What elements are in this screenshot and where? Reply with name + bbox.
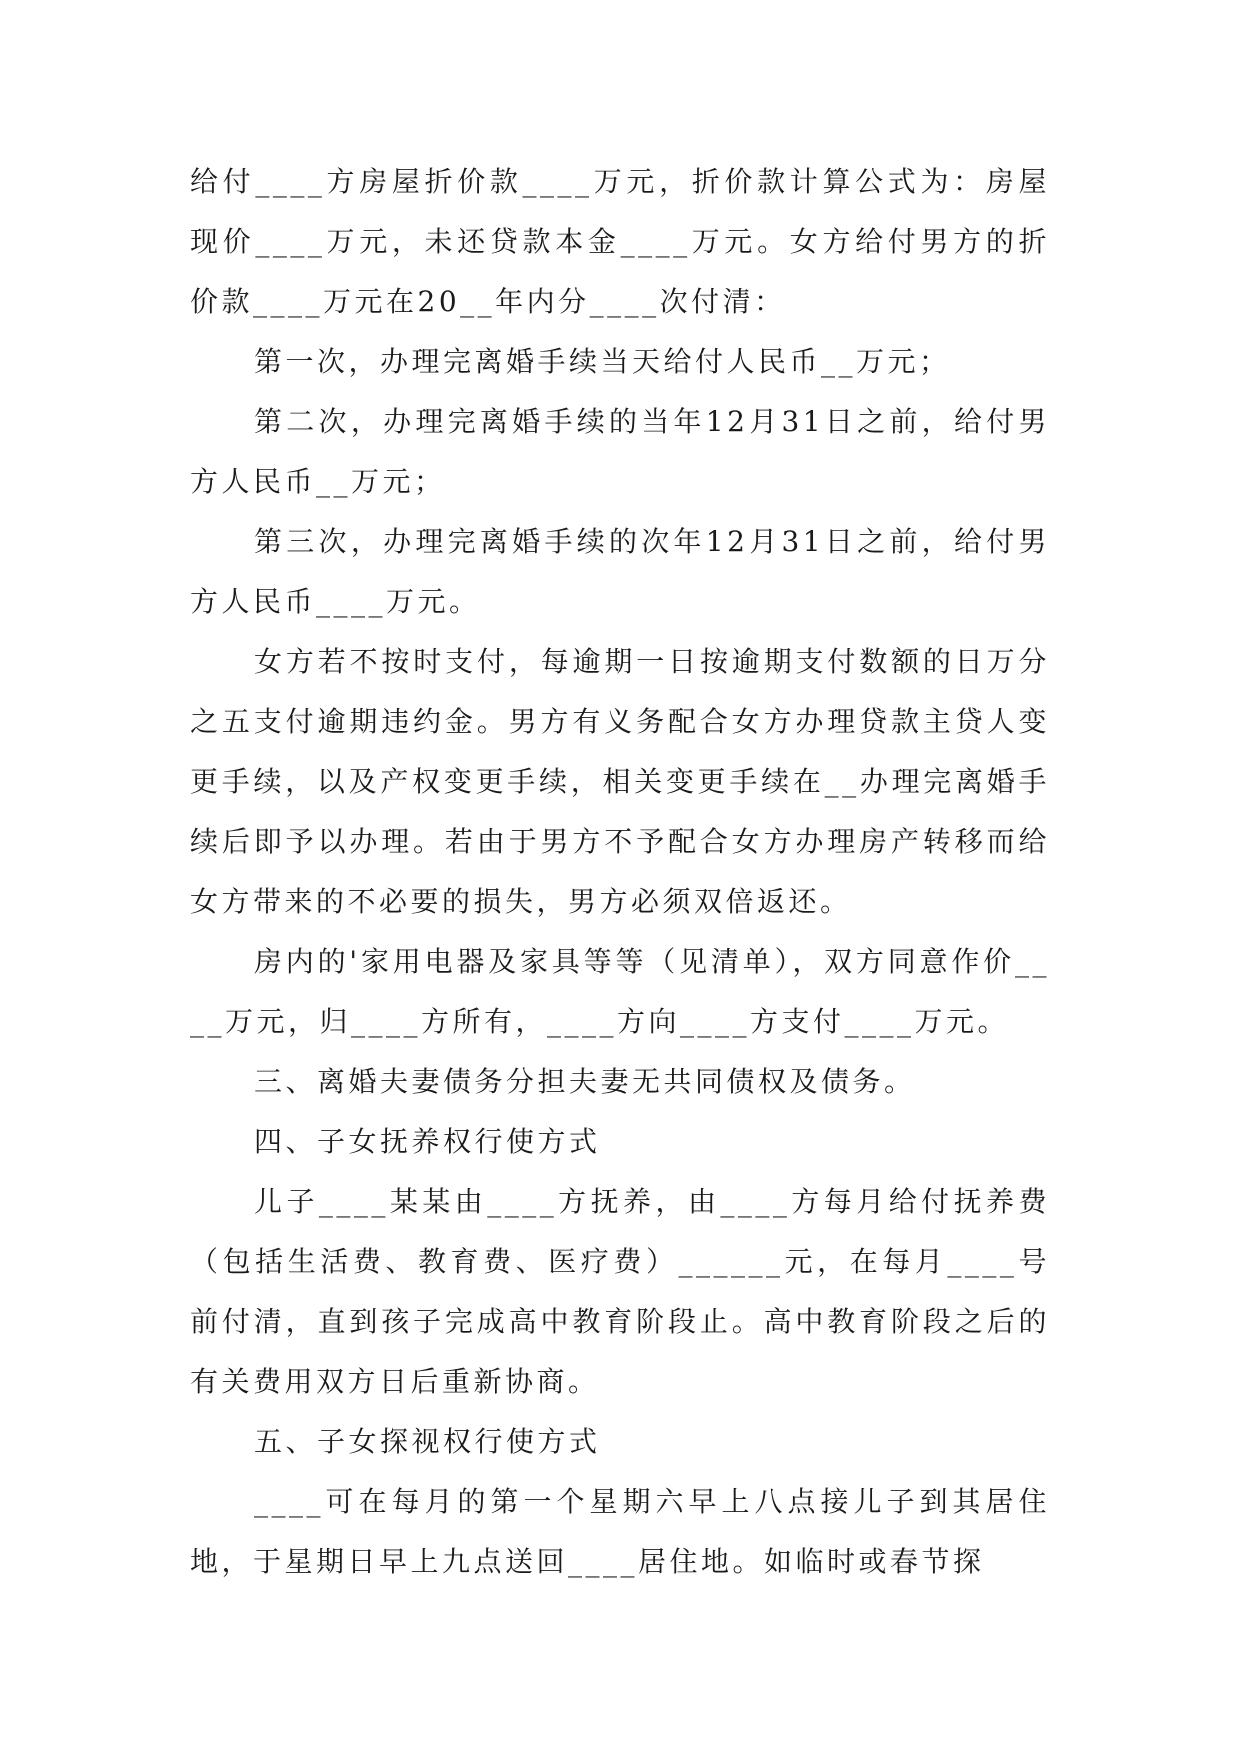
heading-debt-division: 三、离婚夫妻债务分担夫妻无共同债权及债务。: [254, 1065, 916, 1098]
paragraph-furniture: 房内的'家用电器及家具等等（见清单），双方同意作价____万元，归____方所有，____方向____方支付____万元。: [190, 945, 1050, 1038]
paragraph-late-penalty: 女方若不按时支付，每逾期一日按逾期支付数额的日万分之五支付逾期违约金。男方有义务配合女方办理贷款主贷人变更手续，以及产权变更手续，相关变更手续在__办理完离婚手续后即予以办理。若由于男方不予配合女方办理房产转移而给女方带来的不必要的损失，男方必须双倍返还。: [190, 645, 1050, 918]
document-body: [190, 152, 1050, 1592]
heading-visitation: 五、子女探视权行使方式: [254, 1425, 601, 1458]
paragraph-first-installment: 第一次，办理完离婚手续当天给付人民币__万元；: [254, 345, 951, 378]
heading-custody: 四、子女抚养权行使方式: [254, 1125, 601, 1158]
paragraph-child-support: 儿子____某某由____方抚养，由____方每月给付抚养费（包括生活费、教育费、医疗费）______元，在每月____号前付清，直到孩子完成高中教育阶段止。高中教育阶段之后的有关费用双方日后重新协商。: [190, 1185, 1050, 1398]
paragraph-second-installment: 第二次，办理完离婚手续的当年12月31日之前，给付男方人民币__万元；: [190, 405, 1050, 498]
paragraph-house-payment: 给付____方房屋折价款____万元，折价款计算公式为：房屋现价____万元，未还贷款本金____万元。女方给付男方的折价款____万元在20__年内分____次付清：: [190, 165, 1050, 318]
paragraph-visitation: ____可在每月的第一个星期六早上八点接儿子到其居住地，于星期日早上九点送回____居住地。如临时或春节探: [190, 1485, 1050, 1578]
paragraph-third-installment: 第三次，办理完离婚手续的次年12月31日之前，给付男方人民币____万元。: [190, 525, 1050, 618]
